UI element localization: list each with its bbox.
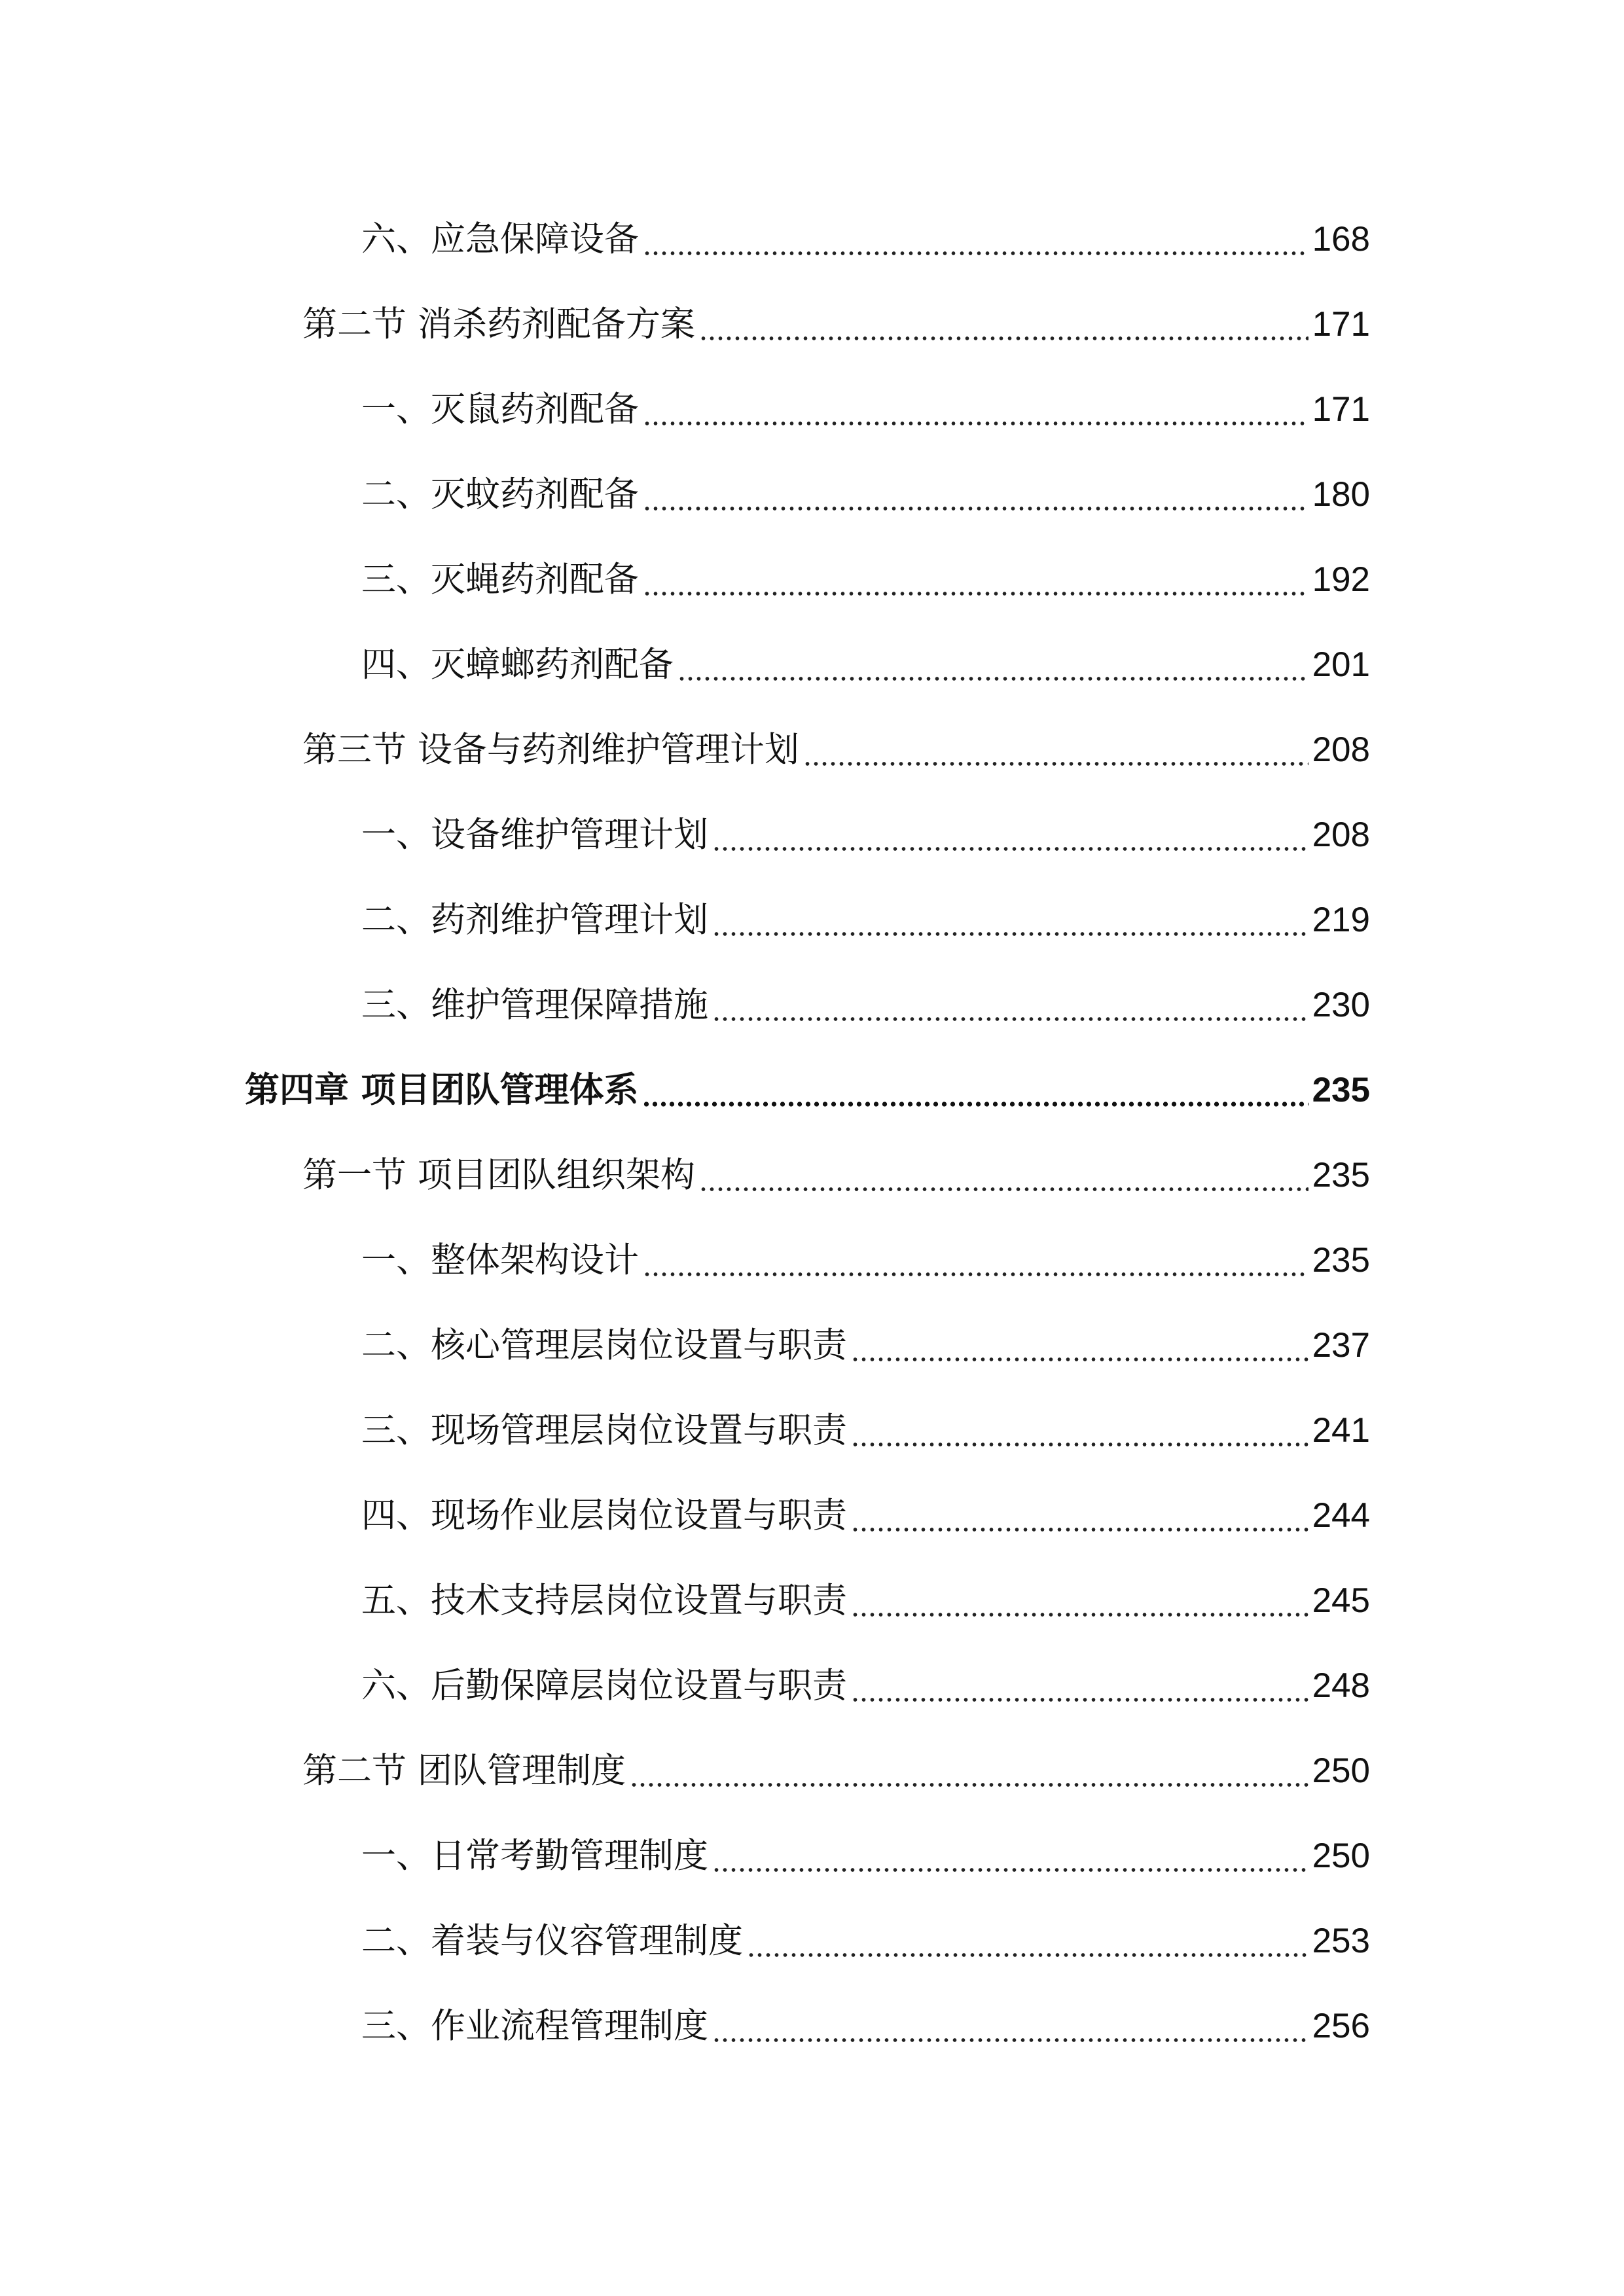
toc-entry-title: 二、药剂维护管理计划	[361, 900, 708, 940]
toc-entry[interactable]	[361, 2000, 1370, 2053]
toc-page-number: 235	[1312, 1156, 1370, 1194]
toc-page-number: 192	[1312, 560, 1370, 599]
toc-entry-title: 一、日常考勤管理制度	[361, 1836, 708, 1876]
toc-entry-chapter[interactable]	[245, 1064, 1370, 1117]
toc-entry-title: 二、灭蚊药剂配备	[361, 475, 639, 514]
toc-page-number: 208	[1312, 816, 1370, 854]
toc-dot-leader	[851, 1660, 1308, 1712]
toc-dot-leader	[712, 809, 1308, 861]
toc-dot-leader	[851, 1405, 1308, 1457]
toc-entry-title: 三、维护管理保障措施	[361, 985, 708, 1025]
toc-entry[interactable]	[361, 554, 1370, 606]
toc-page-number: 230	[1312, 986, 1370, 1024]
toc-page-number: 250	[1312, 1751, 1370, 1790]
toc-entry[interactable]	[361, 1660, 1370, 1712]
toc-entry[interactable]	[361, 1234, 1370, 1287]
toc-page-number: 171	[1312, 390, 1370, 429]
toc-page-number: 253	[1312, 1922, 1370, 1960]
toc-entry-title: 二、着装与仪容管理制度	[361, 1921, 743, 1961]
toc-page-number: 245	[1312, 1581, 1370, 1620]
toc-entry[interactable]	[361, 469, 1370, 521]
toc-page-number: 241	[1312, 1411, 1370, 1450]
toc-entry[interactable]	[302, 298, 1370, 351]
toc-entry-title: 五、技术支持层岗位设置与职责	[361, 1581, 847, 1621]
toc-dot-leader	[747, 1915, 1308, 1967]
toc-dot-leader	[643, 1234, 1308, 1287]
toc-entry[interactable]	[361, 979, 1370, 1031]
toc-entry-title: 三、灭蝇药剂配备	[361, 560, 639, 600]
toc-page-number: 219	[1312, 901, 1370, 939]
toc-dot-leader	[699, 1149, 1308, 1202]
toc-entry[interactable]	[361, 809, 1370, 861]
toc-entry-title: 第一节 项目团队组织架构	[302, 1155, 695, 1195]
toc-page-number: 235	[1312, 1071, 1370, 1109]
toc-entry-title: 六、后勤保障层岗位设置与职责	[361, 1666, 847, 1706]
toc-entry-title: 第四章 项目团队管理体系	[245, 1070, 639, 1110]
toc-page-number: 248	[1312, 1666, 1370, 1705]
toc-entry[interactable]	[361, 1915, 1370, 1967]
toc-dot-leader	[643, 554, 1308, 606]
toc-entry-title: 四、灭蟑螂药剂配备	[361, 645, 674, 685]
toc-dot-leader	[712, 894, 1308, 946]
toc-dot-leader	[677, 639, 1308, 691]
toc-dot-leader	[643, 469, 1308, 521]
toc-entry-title: 四、现场作业层岗位设置与职责	[361, 1496, 847, 1535]
toc-entry-title: 一、灭鼠药剂配备	[361, 389, 639, 429]
toc-entry[interactable]	[361, 639, 1370, 691]
toc-page-number: 171	[1312, 305, 1370, 344]
toc-entry[interactable]	[361, 1319, 1370, 1372]
toc-entry[interactable]	[361, 1405, 1370, 1457]
toc-entry-title: 二、核心管理层岗位设置与职责	[361, 1325, 847, 1365]
toc-dot-leader	[712, 1830, 1308, 1882]
toc-dot-leader	[712, 2000, 1308, 2053]
toc-dot-leader	[803, 724, 1308, 776]
toc-entry-title: 三、作业流程管理制度	[361, 2006, 708, 2046]
toc-entry[interactable]	[361, 1490, 1370, 1542]
toc-dot-leader	[851, 1575, 1308, 1627]
toc-entry-title: 三、现场管理层岗位设置与职责	[361, 1410, 847, 1450]
toc-entry[interactable]	[361, 1830, 1370, 1882]
toc-dot-leader	[712, 979, 1308, 1031]
toc-entry-title: 第二节 消杀药剂配备方案	[302, 304, 695, 344]
toc-entry-title: 一、整体架构设计	[361, 1240, 639, 1280]
toc-page-number: 201	[1312, 645, 1370, 684]
toc-entry[interactable]	[361, 213, 1370, 266]
toc-entry-title: 第二节 团队管理制度	[302, 1751, 626, 1791]
toc-entry[interactable]	[361, 894, 1370, 946]
toc-page-number: 250	[1312, 1837, 1370, 1875]
toc-entry-title: 一、设备维护管理计划	[361, 815, 708, 855]
toc-dot-leader	[642, 1064, 1308, 1117]
toc-dot-leader	[699, 298, 1308, 351]
toc-entry[interactable]	[361, 384, 1370, 436]
toc-dot-leader	[851, 1490, 1308, 1542]
toc-page-number: 235	[1312, 1241, 1370, 1280]
toc-page-number: 237	[1312, 1326, 1370, 1365]
toc-dot-leader	[643, 213, 1308, 266]
toc-page-number: 208	[1312, 730, 1370, 769]
toc-page-number: 180	[1312, 475, 1370, 514]
toc-entry-title: 第三节 设备与药剂维护管理计划	[302, 730, 799, 770]
toc-page-number: 168	[1312, 220, 1370, 259]
toc-entry[interactable]	[361, 1575, 1370, 1627]
toc-dot-leader	[630, 1745, 1308, 1797]
toc-dot-leader	[851, 1319, 1308, 1372]
toc-entry[interactable]	[302, 724, 1370, 776]
toc-page-number: 256	[1312, 2007, 1370, 2045]
toc-entry-title: 六、应急保障设备	[361, 219, 639, 259]
toc-entry[interactable]	[302, 1745, 1370, 1797]
toc-dot-leader	[643, 384, 1308, 436]
toc-entry[interactable]	[302, 1149, 1370, 1202]
toc-page-number: 244	[1312, 1496, 1370, 1535]
